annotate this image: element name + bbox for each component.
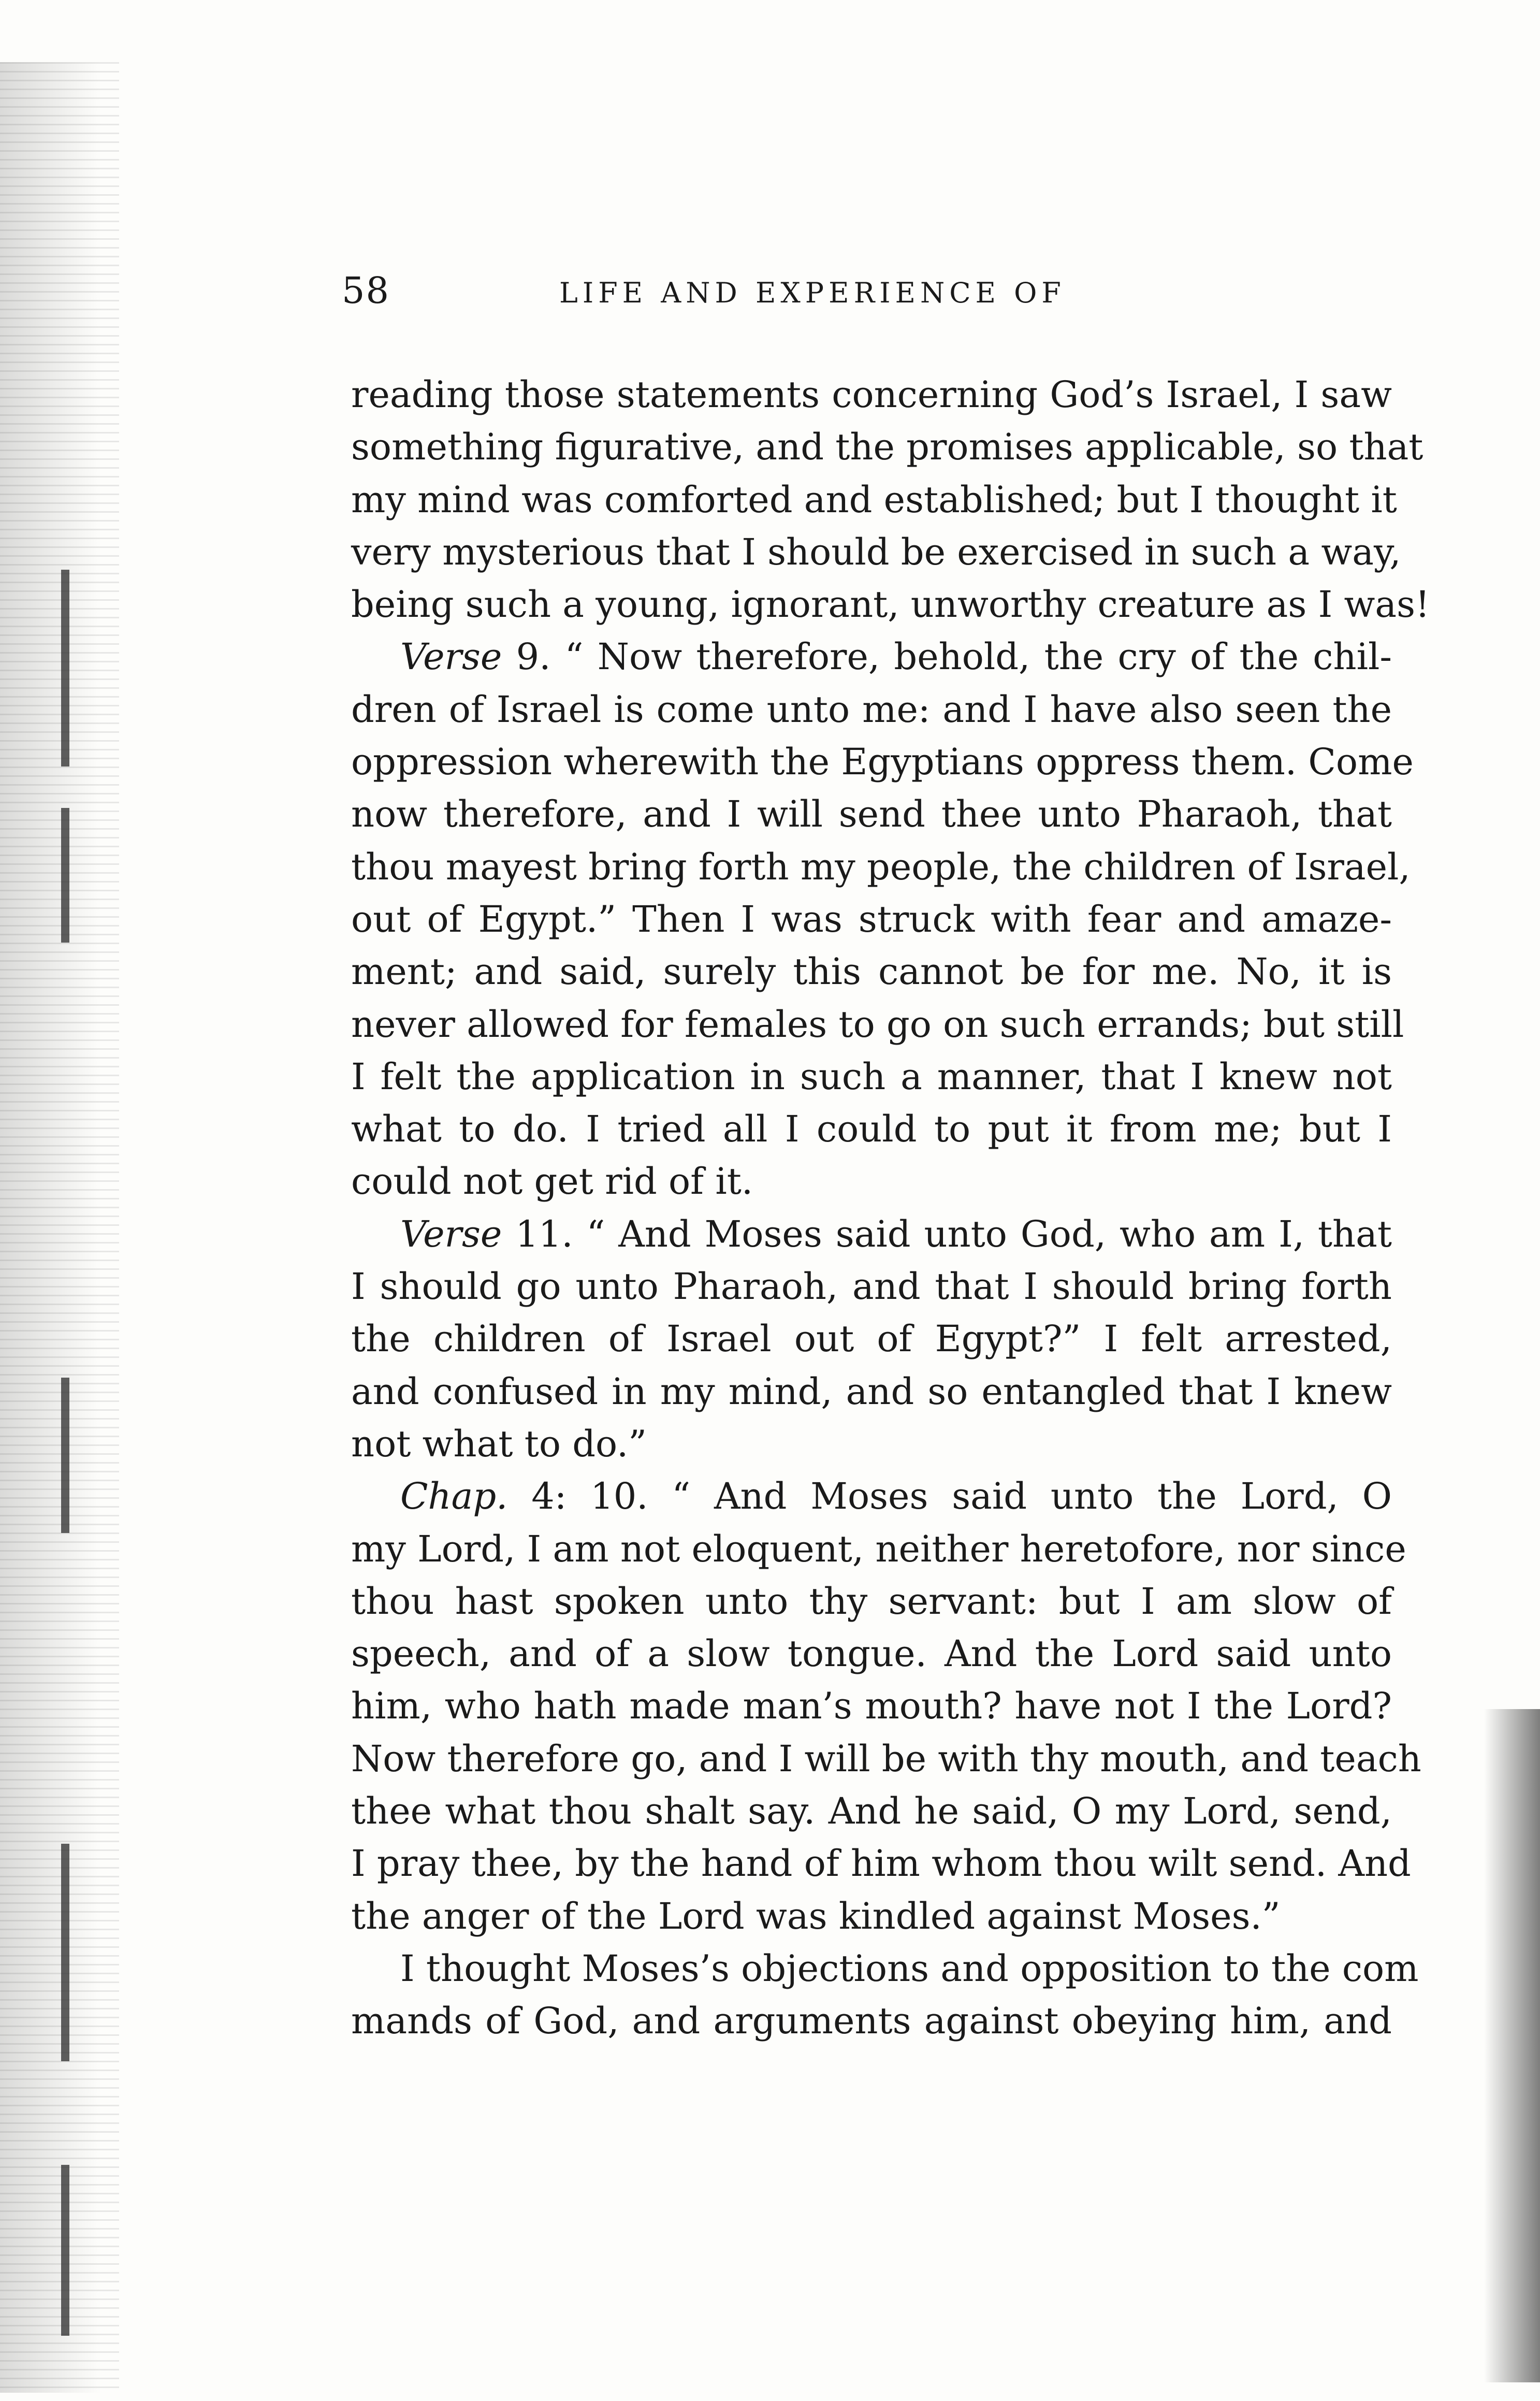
paragraph-first-line [351,631,1392,683]
body-text [351,369,1430,2048]
text-line: my mind was comforted and established; but I thought it [351,478,1397,521]
text-line: oppression wherewith the Egyptians oppress them. Come [351,741,1414,784]
text-line: I thought Moses’s objections and opposition to the com [400,1947,1419,1990]
scan-gutter-mark [61,570,69,766]
scan-gutter-mark [61,808,69,943]
text-line: the children of Israel out of Egypt?” I felt arrested, [351,1318,1392,1361]
scan-gutter-mark [61,2165,69,2336]
text-line: thee what thou shalt say. And he said, O my Lord, send, [351,1790,1392,1833]
running-head [342,269,1170,326]
text-line: mands of God, and arguments against obeying him, and [351,2000,1392,2043]
verse-reference: Verse [400,1212,502,1255]
text-line: reading those statements concerning God’s Israel, I saw [351,373,1392,416]
text-line: 4: 10. “ And Moses said unto the Lord, O [507,1475,1392,1518]
text-line: thou hast spoken unto thy servant: but I am slow of [351,1580,1392,1623]
scan-gutter-mark [61,1844,69,2061]
scan-gutter-mark [61,1378,69,1533]
text-line: being such a young, ignorant, unworthy creature as I was! [351,583,1430,626]
text-line: I felt the application in such a manner, that I knew not [351,1055,1392,1098]
text-line: something figurative, and the promises applicable, so that [351,426,1423,469]
text-line: I should go unto Pharaoh, and that I should bring forth [351,1265,1392,1308]
text-line: speech, and of a slow tongue. And the Lord said unto [351,1632,1392,1675]
text-line: out of Egypt.” Then I was struck with fear and amaze- [351,898,1392,941]
text-line: what to do. I tried all I could to put it from me; but I [351,1108,1392,1151]
scan-gutter-shadow-left [0,62,119,2393]
text-line: and confused in my mind, and so entangled that I knew [351,1370,1392,1413]
text-line: never allowed for females to go on such errands; but still [351,1003,1404,1046]
text-line: Now therefore go, and I will be with thy mouth, and teach [351,1737,1421,1780]
text-line: 9. “ Now therefore, behold, the cry of the chil- [502,635,1392,678]
text-line: my Lord, I am not eloquent, neither heretofore, nor since [351,1527,1406,1570]
text-line: could not get rid of it. [351,1160,753,1203]
text-line: now therefore, and I will send thee unto Pharaoh, that [351,793,1392,836]
scan-gutter-shadow-right [1478,1709,1540,2382]
paragraph-first-line [351,1208,1392,1261]
paragraph-first-line [351,1470,1392,1523]
text-line: 11. “ And Moses said unto God, who am I, that [502,1212,1392,1255]
verse-reference: Verse [400,635,502,678]
text-line: I pray thee, by the hand of him whom thou wilt send. And [351,1842,1411,1885]
text-line: thou mayest bring forth my people, the children of Israel, [351,845,1411,888]
text-line: very mysterious that I should be exercised in such a way, [351,530,1401,573]
text-line: the anger of the Lord was kindled against Moses.” [351,1894,1281,1937]
text-line: ment; and said, surely this cannot be for me. No, it is [351,950,1392,993]
text-line: dren of Israel is come unto me: and I have also seen the [351,688,1392,731]
text-line: him, who hath made man’s mouth? have not I the Lord? [351,1685,1392,1728]
page-number: 58 [342,269,390,312]
chapter-reference: Chap. [400,1475,508,1518]
text-line: not what to do.” [351,1422,647,1465]
running-title: LIFE AND EXPERIENCE OF [559,277,1066,309]
